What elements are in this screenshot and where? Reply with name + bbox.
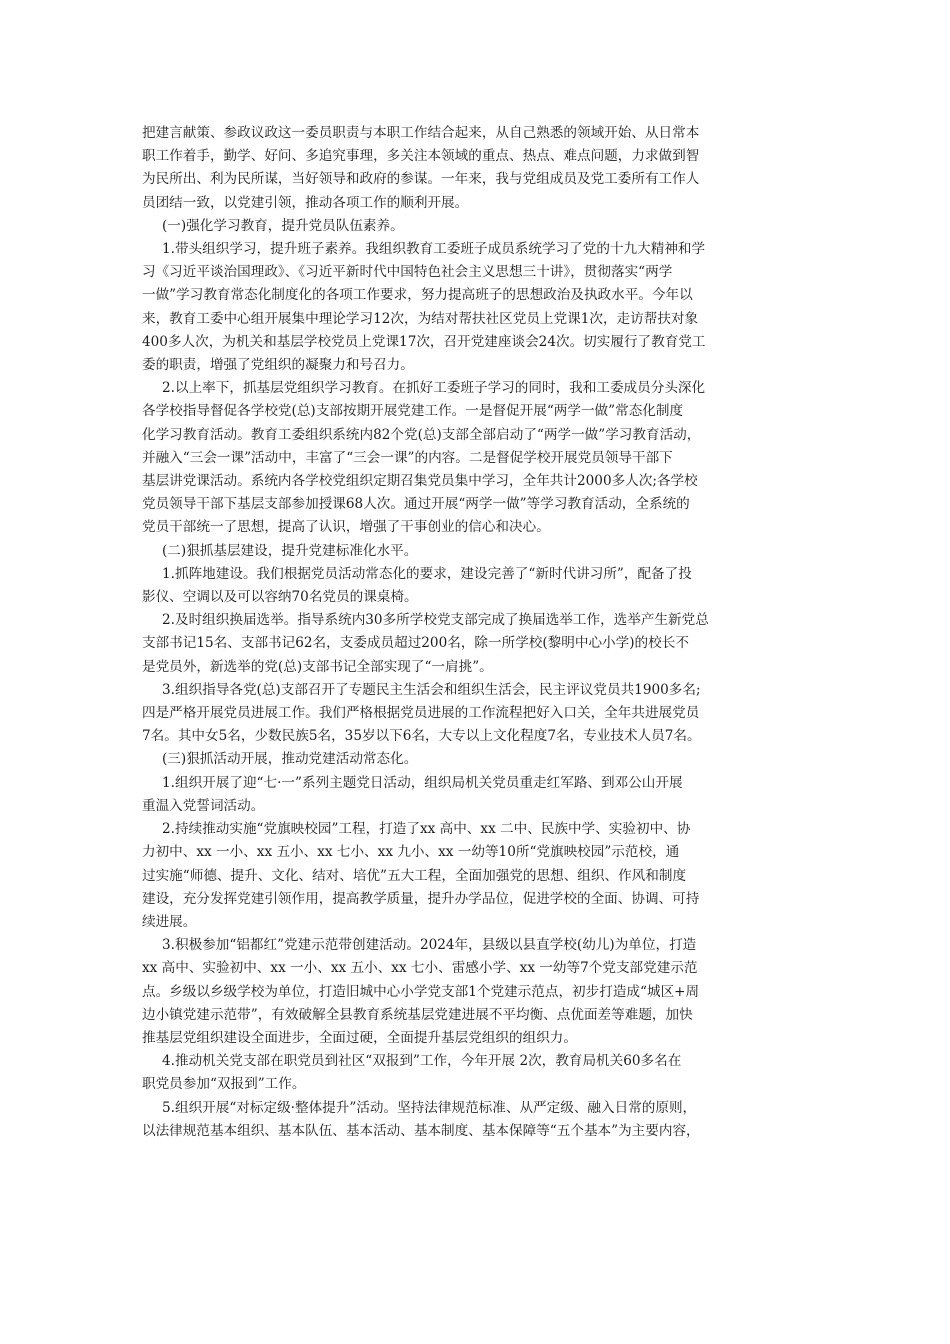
text-line: 1.抓阵地建设。我们根据党员活动常态化的要求，建设完善了“新时代讲习所”，配备了投 <box>162 565 692 582</box>
body-paragraph <box>142 818 812 934</box>
text-line: 四是严格开展党员进展工作。我们严格根据党员进展的工作流程把好入口关，全年共进展党员 <box>142 705 700 722</box>
text-line: 是党员外，新选举的党(总)支部书记全部实现了“一肩挑”。 <box>142 658 493 675</box>
text-line: 7名。其中女5名，少数民族5名，35岁以下6名，大专以上文化程度7名，专业技术人员7名。 <box>142 728 701 745</box>
text-line: 影仪、空调以及可以容纳70名党员的课桌椅。 <box>142 589 418 606</box>
text-line: 支部书记15名、支部书记62名，支委成员超过200名，除一所学校(黎明中心小学)的校长不 <box>142 635 689 652</box>
text-line: 党员领导干部下基层支部参加授课68人次。通过开展“两学一做”等学习教育活动，全系统的 <box>142 496 690 513</box>
text-line: (三)狠抓活动开展，推动党建活动常态化。 <box>162 751 418 768</box>
section-heading <box>142 215 812 238</box>
text-line: 3.组织指导各党(总)支部召开了专题民主生活会和组织生活会，民主评议党员共1900多名; <box>162 681 701 698</box>
text-line: 来，教育工委中心组开展集中理论学习12次，为结对帮扶社区党员上党课1次，走访帮扶对象 <box>142 310 699 327</box>
text-line: 一做”学习教育常态化制度化的各项工作要求，努力提高班子的思想政治及执政水平。今年以 <box>142 287 693 304</box>
text-line: 2.以上率下，抓基层党组织学习教育。在抓好工委班子学习的同时，我和工委成员分头深化 <box>162 380 706 397</box>
text-line: 过实施“师德、提升、文化、结对、培优”五大工程，全面加强党的思想、组织、作风和制度 <box>142 867 687 884</box>
document-page <box>142 122 812 1143</box>
text-line: 4.推动机关党支部在职党员到社区“双报到”工作，今年开展 2次，教育局机关60多名在 <box>162 1053 682 1070</box>
text-line: 并融入“三会一课”活动中，丰富了“三会一课”的内容。二是督促学校开展党员领导干部下 <box>142 449 673 466</box>
text-line: 1.带头组织学习，提升班子素养。我组织教育工委班子成员系统学习了党的十九大精神和学 <box>162 241 706 258</box>
text-line: 职工作着手，勤学、好问、多追究事理，多关注本领域的重点、热点、难点问题，力求做到智 <box>142 148 700 165</box>
body-paragraph <box>142 1097 812 1143</box>
body-paragraph <box>142 1050 812 1096</box>
text-line: 化学习教育活动。教育工委组织系统内82个党(总)支部全部启动了“两学一做”学习教育活动， <box>142 426 701 443</box>
text-line: 3.积极参加“铝都红”党建示范带创建活动。2024年，县级以县直学校(幼儿)为单位，打造 <box>162 937 697 954</box>
text-line: (一)强化学习教育，提升党员队伍素养。 <box>162 217 404 234</box>
text-line: 5.组织开展“对标定级·整体提升”活动。坚持法律规范标准、从严定级、融入日常的原则， <box>162 1099 697 1116</box>
text-line: 400多人次，为机关和基层学校党员上党课17次，召开党建座谈会24次。切实履行了教育党工 <box>142 333 706 350</box>
body-paragraph <box>142 563 812 609</box>
body-paragraph <box>142 609 812 679</box>
text-line: 为民所出、利为民所谋，当好领导和政府的参谋。一年来，我与党组成员及党工委所有工作人 <box>142 171 700 188</box>
body-paragraph <box>142 934 812 1050</box>
text-line: 职党员参加“双报到”工作。 <box>142 1076 306 1093</box>
section-heading <box>142 748 812 771</box>
text-line: 建设，充分发挥党建引领作用，提高教学质量，提升办学品位，促进学校的全面、协调、可持 <box>142 890 700 907</box>
text-line: 2.持续推动实施“党旗映校园”工程，打造了xx 高中、xx 二中、民族中学、实验初中、协 <box>162 821 691 838</box>
text-line: 边小镇党建示范带”，有效破解全县教育系统基层党建进展不平均衡、点优面差等难题，加快 <box>142 1006 693 1023</box>
body-paragraph <box>142 679 812 749</box>
body-paragraph <box>142 122 812 215</box>
text-line: 点。乡级以乡级学校为单位，打造旧城中心小学党支部1个党建示范点，初步打造成“城区+周 <box>142 983 700 1000</box>
text-line: 把建言献策、参政议政这一委员职责与本职工作结合起来，从自己熟悉的领域开始、从日常本 <box>142 125 700 141</box>
text-line: 以法律规范基本组织、基本队伍、基本活动、基本制度、基本保障等“五个基本”为主要内容， <box>142 1122 700 1139</box>
text-line: 党员干部统一了思想，提高了认识，增强了干事创业的信心和决心。 <box>142 519 550 536</box>
text-line: 各学校指导督促各学校党(总)支部按期开展党建工作。一是督促开展“两学一做”常态化制度 <box>142 403 684 420</box>
text-line: 力初中、xx 一小、xx 五小、xx 七小、xx 九小、xx 一幼等10所“党旗映校园”示范校，通 <box>142 844 680 861</box>
text-line: 基层讲党课活动。系统内各学校党组织定期召集党员集中学习，全年共计2000多人次;各学校 <box>142 473 698 490</box>
text-line: 2.及时组织换届选举。指导系统内30多所学校党支部完成了换届选举工作，选举产生新党总 <box>162 612 709 629</box>
text-line: 续进展。 <box>142 913 197 930</box>
text-line: 推基层党组织建设全面进步，全面过硬，全面提升基层党组织的组织力。 <box>142 1029 577 1046</box>
text-line: 重温入党誓词活动。 <box>142 797 265 814</box>
body-paragraph <box>142 772 812 818</box>
body-paragraph <box>142 377 812 539</box>
text-line: 委的职责，增强了党组织的凝聚力和号召力。 <box>142 357 414 374</box>
text-line: 习《习近平谈治国理政》、《习近平新时代中国特色社会主义思想三十讲》，贯彻落实“两学 <box>142 264 673 281</box>
text-line: xx 高中、实验初中、xx 一小、xx 五小、xx 七小、雷感小学、xx 一幼等7个党支部党建示范 <box>142 960 698 977</box>
text-line: (二)狠抓基层建设，提升党建标准化水平。 <box>162 542 418 559</box>
text-line: 1.组织开展了迎“七·一”系列主题党日活动，组织局机关党员重走红军路、到邓公山开展 <box>162 774 683 791</box>
body-paragraph <box>142 238 812 377</box>
section-heading <box>142 540 812 563</box>
text-line: 员团结一致，以党建引领，推动各项工作的顺利开展。 <box>142 194 469 211</box>
